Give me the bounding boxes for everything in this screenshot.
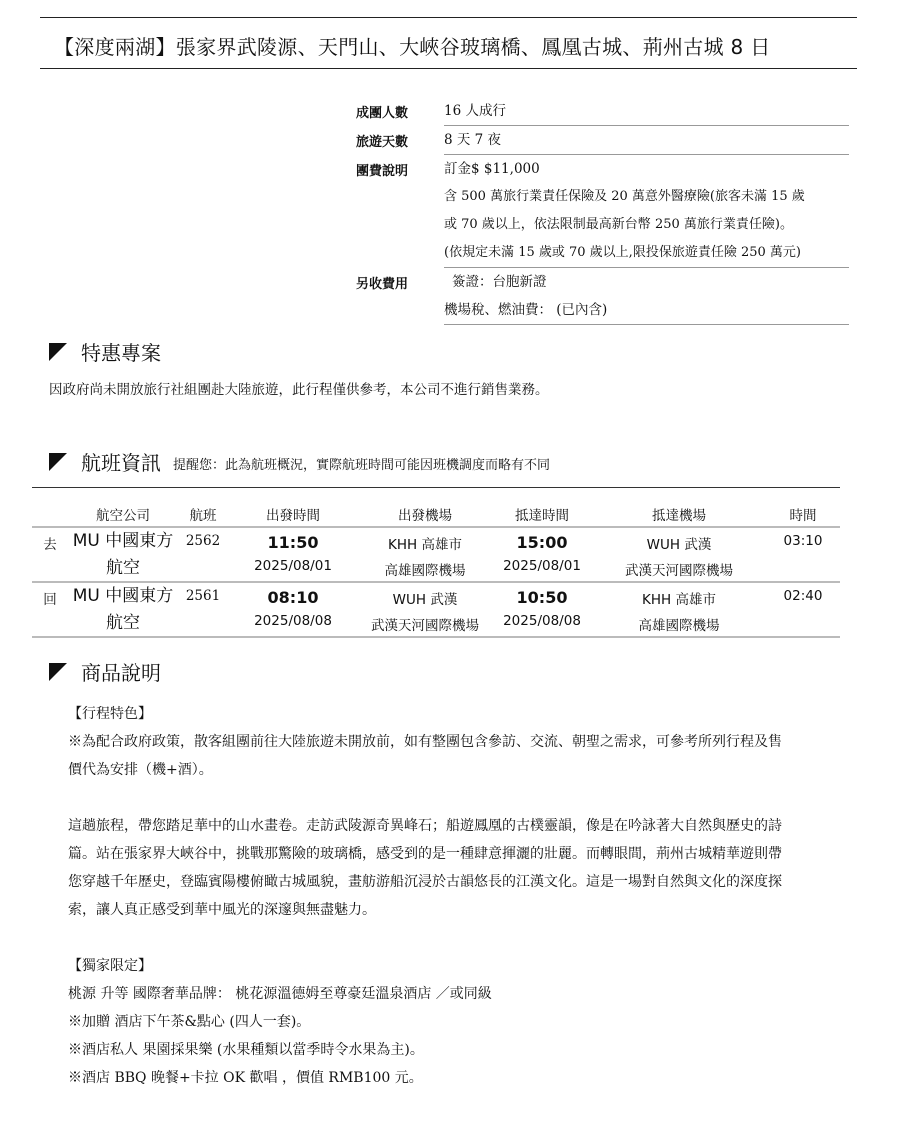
group-value: 16 人成行 xyxy=(444,103,506,119)
intro-line: 篇。站在張家界大峽谷中，挑戰那驚險的玻璃橋，感受到的是一種肆意揮灑的壯麗。而轉眼間，荊州古城精華遊則帶 xyxy=(68,846,782,862)
arr-airport-name: 高雄國際機場 xyxy=(638,618,720,634)
flight-number: 2562 xyxy=(185,533,221,549)
table-row xyxy=(32,583,840,638)
flight-direction: 回 xyxy=(43,592,57,608)
dep-airport-code: KHH 高雄市 xyxy=(388,537,462,553)
dep-time: 11:50 xyxy=(267,533,319,552)
exclusive-line: ※酒店 BBQ 晚餐+卡拉 OK 歡唱 ，價值 RMB100 元。 xyxy=(68,1070,423,1086)
intro-line: 這趟旅程，帶您踏足華中的山水畫卷。走訪武陵源奇異峰石；船遊鳳凰的古樸靈韻，像是在吟詠著大自然與歷史的詩 xyxy=(68,818,782,834)
flight-table xyxy=(32,487,840,638)
promo-heading xyxy=(49,337,161,366)
dep-airport-name: 武漢天河國際機場 xyxy=(371,618,479,634)
fee-line: 訂金$ $11,000 xyxy=(444,161,540,177)
dep-time: 08:10 xyxy=(267,588,319,607)
flights-heading-text: 航班資訊 xyxy=(81,451,161,475)
fee-line: (依規定未滿 15 歲或 70 歲以上,限投保旅遊責任險 250 萬元) xyxy=(444,245,801,260)
feature-title: 【行程特色】 xyxy=(68,706,152,722)
promo-text: 因政府尚未開放旅行社組團赴大陸旅遊，此行程僅供參考，本公司不進行銷售業務。 xyxy=(49,382,549,398)
triangle-bullet-icon xyxy=(49,663,67,681)
flight-direction: 去 xyxy=(43,537,57,553)
dep-date: 2025/08/08 xyxy=(254,613,332,629)
group-label: 成團人數 xyxy=(356,106,409,121)
dep-airport-code: WUH 武漢 xyxy=(392,592,458,608)
arr-time: 15:00 xyxy=(516,533,568,552)
flights-heading xyxy=(49,447,550,476)
arr-airport-code: KHH 高雄市 xyxy=(642,592,716,608)
airline-name-2: 航空 xyxy=(106,558,140,578)
feature-line: ※為配合政府政策，散客組團前往大陸旅遊未開放前，如有整團包含參訪、交流、朝聖之需求，可參考所列行程及售 xyxy=(68,734,782,750)
fee-line: 含 500 萬旅行業責任保險及 20 萬意外醫療險(旅客未滿 15 歲 xyxy=(444,189,805,204)
arr-airport-name: 武漢天河國際機場 xyxy=(625,563,733,579)
flight-table-header xyxy=(32,488,840,528)
extra-line: 簽證：台胞新證 xyxy=(452,274,547,290)
col-flight-no: 航班 xyxy=(189,508,217,524)
col-arr-time: 抵達時間 xyxy=(515,508,569,524)
airline-name: MU 中國東方 xyxy=(72,586,174,606)
airline-name: MU 中國東方 xyxy=(72,531,174,551)
fee-label: 團費說明 xyxy=(356,164,409,179)
product-description xyxy=(68,700,850,1092)
flight-number: 2561 xyxy=(185,588,221,604)
col-arr-airport: 抵達機場 xyxy=(652,508,706,524)
col-dep-airport: 出發機場 xyxy=(398,508,452,524)
col-dep-time: 出發時間 xyxy=(266,508,320,524)
triangle-bullet-icon xyxy=(49,343,67,361)
exclusive-title: 【獨家限定】 xyxy=(68,958,152,974)
feature-line: 價代為安排（機+酒）。 xyxy=(68,762,213,778)
triangle-bullet-icon xyxy=(49,453,67,471)
days-value: 8 天 7 夜 xyxy=(444,132,502,148)
flights-note: 提醒您：此為航班概況，實際航班時間可能因班機調度而略有不同 xyxy=(173,458,551,473)
dep-airport-name: 高雄國際機場 xyxy=(384,563,466,579)
intro-line: 索，讓人真正感受到華中風光的深邃與無盡魅力。 xyxy=(68,902,376,918)
dep-date: 2025/08/01 xyxy=(254,558,332,574)
arr-time: 10:50 xyxy=(516,588,568,607)
table-row xyxy=(32,528,840,583)
col-duration: 時間 xyxy=(789,508,817,524)
flight-duration: 02:40 xyxy=(783,588,823,604)
exclusive-line: ※酒店私人 果園採果樂 (水果種類以當季時令水果為主)。 xyxy=(68,1042,424,1058)
info-row-extra xyxy=(356,268,849,325)
info-row-group xyxy=(356,97,849,126)
extra-line: 機場稅、燃油費： (已內含) xyxy=(444,302,608,318)
days-label: 旅遊天數 xyxy=(356,135,409,150)
page-title: 【深度兩湖】張家界武陵源、天門山、大峽谷玻璃橋、鳳凰古城、荊州古城 8 日 xyxy=(54,35,771,59)
promo-heading-text: 特惠專案 xyxy=(81,341,161,365)
info-row-days xyxy=(356,126,849,155)
product-heading-text: 商品說明 xyxy=(81,661,161,685)
product-heading xyxy=(49,657,161,686)
intro-line: 您穿越千年歷史，登臨賓陽樓俯瞰古城風貌，畫舫游船沉浸於古韻悠長的江漢文化。這是一場對自然與文化的深度探 xyxy=(68,874,782,890)
arr-date: 2025/08/01 xyxy=(503,558,581,574)
title-bar xyxy=(40,17,857,69)
flight-duration: 03:10 xyxy=(783,533,823,549)
tour-info xyxy=(356,97,849,325)
arr-date: 2025/08/08 xyxy=(503,613,581,629)
col-airline: 航空公司 xyxy=(96,508,150,524)
exclusive-line: 桃源 升等 國際奢華品牌： 桃花源溫德姆至尊豪廷溫泉酒店 ／或同級 xyxy=(68,986,492,1002)
arr-airport-code: WUH 武漢 xyxy=(646,537,712,553)
exclusive-line: ※加贈 酒店下午茶&點心 (四人一套)。 xyxy=(68,1014,311,1030)
fee-line: 或 70 歲以上，依法限制最高新台幣 250 萬旅行業責任險)。 xyxy=(444,217,793,232)
info-row-fee xyxy=(356,155,849,268)
extra-label: 另收費用 xyxy=(356,277,409,292)
airline-name-2: 航空 xyxy=(106,613,140,633)
